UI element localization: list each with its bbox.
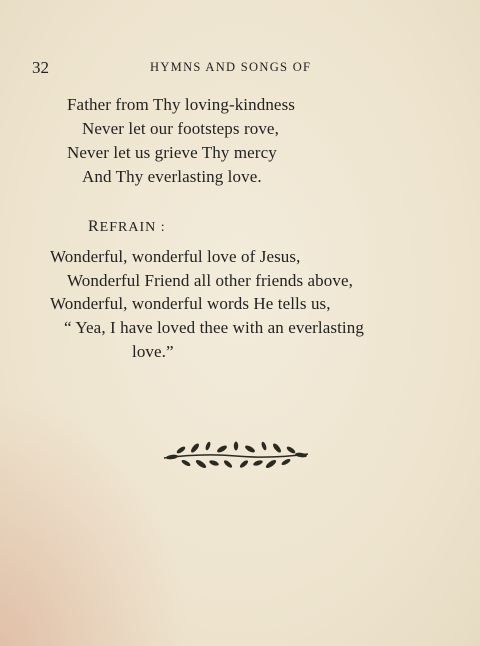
verse-line: Father from Thy loving-kindness <box>67 95 296 114</box>
refrain-line: love.” <box>132 342 174 361</box>
refrain-line: Wonderful, wonderful words He tells us, <box>50 294 331 313</box>
leaf-vine-ornament-icon <box>162 438 310 472</box>
refrain-line: Wonderful Friend all other friends above, <box>67 271 353 290</box>
refrain-label-rest: EFRAIN : <box>99 220 166 235</box>
running-title: HYMNS AND SONGS OF <box>150 60 312 74</box>
verse-line: And Thy everlasting love. <box>82 167 262 186</box>
verse-line: Never let our footsteps rove, <box>82 119 279 138</box>
refrain-line: “ Yea, I have loved thee with an everlasting <box>64 318 364 337</box>
verse-line: Never let us grieve Thy mercy <box>67 143 277 162</box>
refrain-line: Wonderful, wonderful love of Jesus, <box>50 247 301 266</box>
refrain-label-initial: R <box>88 218 100 235</box>
refrain-label <box>88 218 166 236</box>
page-number: 32 <box>32 58 49 77</box>
